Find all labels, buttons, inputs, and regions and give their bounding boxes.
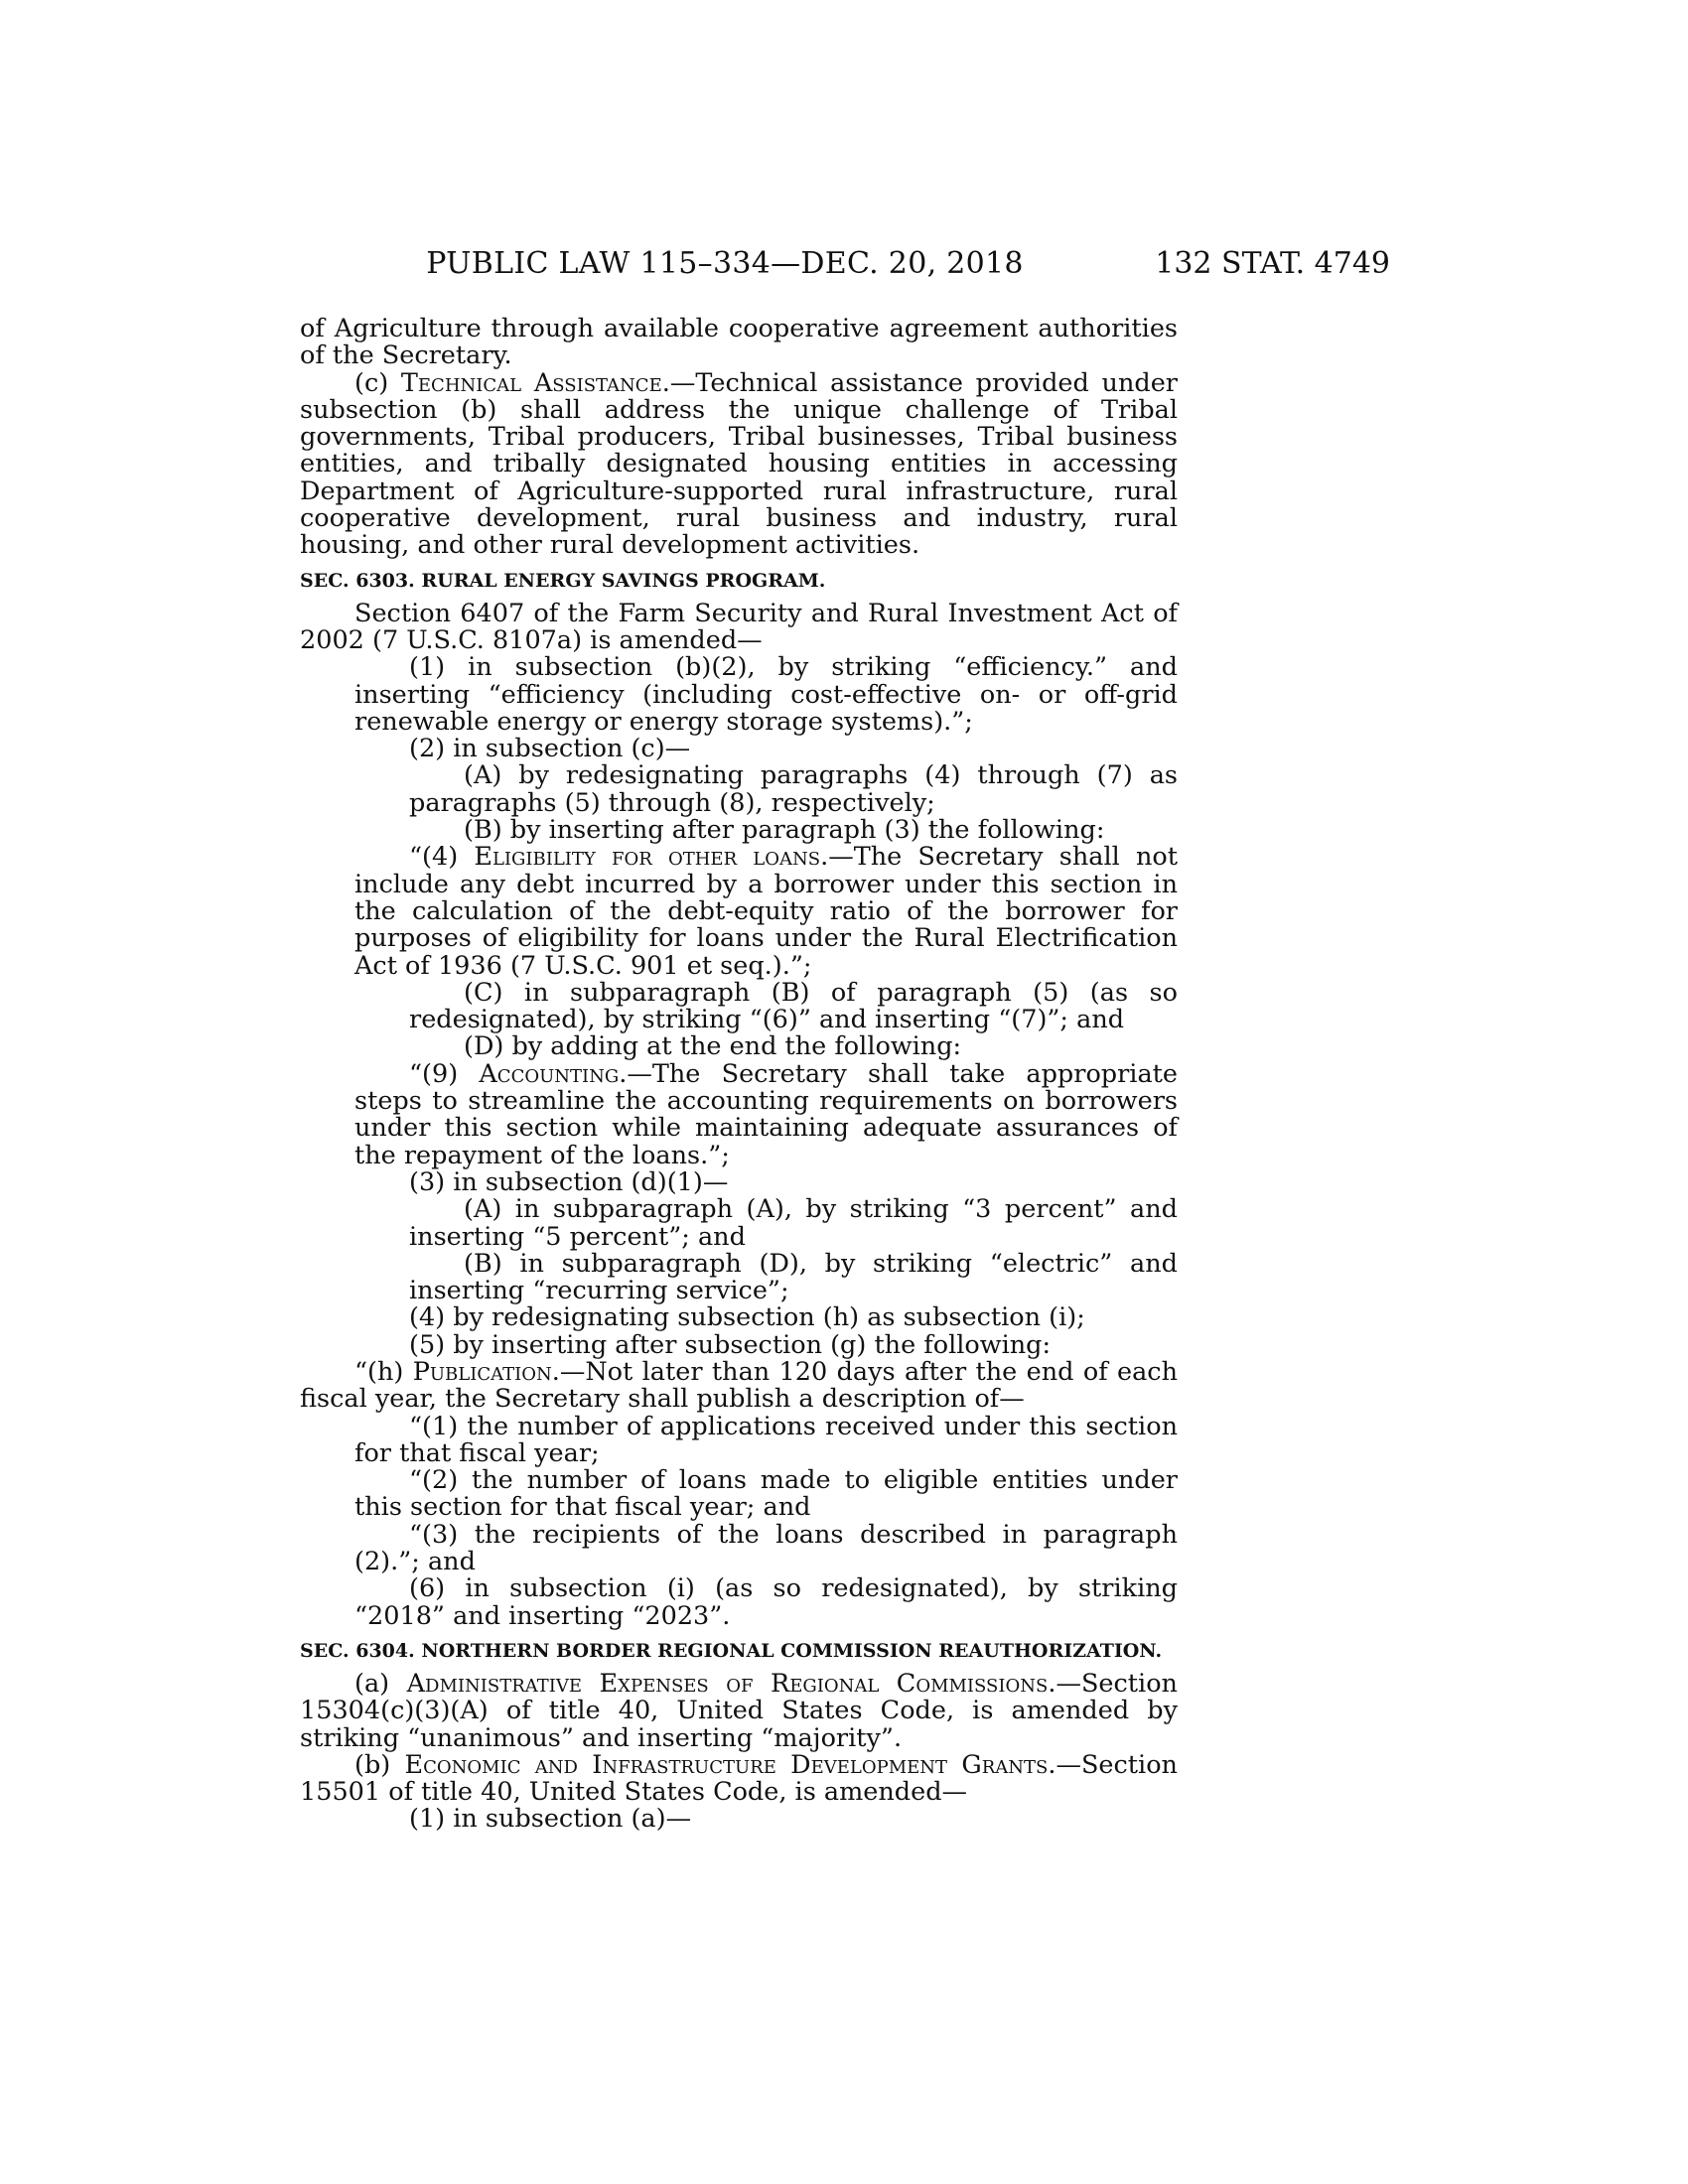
paragraph: of Agriculture through available cooperative agreement authorities of the Secretary. (300, 314, 1178, 371)
paragraph: (A) in subparagraph (A), by striking “3 percent” and inserting “5 percent”; and (409, 1194, 1178, 1252)
subsection-heading: Administrative Expenses of Regional Commissions (406, 1668, 1049, 1699)
subsection-heading: Economic and Infrastructure Development Grants (404, 1749, 1049, 1780)
section-heading: SEC. 6304. NORTHERN BORDER REGIONAL COMMISSION REAUTHORIZATION. (300, 1639, 1163, 1662)
text: .—Section 15501 of title 40, United States Code, is amended— (300, 1749, 1178, 1808)
paragraph: (C) in subparagraph (B) of paragraph (5) (as so redesignated), by striking “(6)” and inserting “(7)”; and (409, 977, 1178, 1035)
label: (b) (354, 1749, 405, 1780)
text: .—Section 15304(c)(3)(A) of title 40, United States Code, is amended by striking “unanimous” and inserting “majority”. (300, 1668, 1178, 1753)
header-title: PUBLIC LAW 115–334—DEC. 20, 2018 (426, 246, 1024, 281)
subsection-heading: Publication (412, 1356, 552, 1387)
paragraph: Section 6407 of the Farm Security and Rural Investment Act of 2002 (7 U.S.C. 8107a) is amended— (300, 598, 1178, 655)
text: .—Technical assistance provided under subsection (b) shall address the unique challenge of Tribal governments, Tribal producers, Tribal businesses, Tribal business entities, and tribally designated housing entities in accessing Department of Agriculture-supported rural infrastructure, rural cooperative development, rural business and industry, rural housing, and other rural development activities. (300, 367, 1178, 561)
paragraph: (1) in subsection (b)(2), by striking “efficiency.” and inserting “efficiency (including cost-effective on- or off-grid renewable energy or energy storage systems).”; (354, 652, 1178, 737)
paragraph: (6) in subsection (i) (as so redesignated), by striking “2018” and inserting “2023”. (354, 1573, 1178, 1631)
header-stat: 132 STAT. 4749 (1155, 246, 1390, 281)
paragraph: (1) in subsection (a)— (409, 1804, 692, 1835)
paragraph: (2) in subsection (c)— (409, 734, 691, 764)
paragraph (300, 1749, 1178, 1808)
paragraph: “(3) the recipients of the loans described in paragraph (2).”; and (354, 1519, 1178, 1577)
text: .—Not later than 120 days after the end of each fiscal year, the Secretary shall publish a description of— (300, 1356, 1178, 1415)
paragraph (300, 1668, 1178, 1753)
subsection-heading: Eligibility for other loans (474, 842, 821, 873)
document-body (300, 316, 1178, 1834)
paragraph (300, 844, 1178, 979)
section-heading: SEC. 6303. RURAL ENERGY SAVINGS PROGRAM. (300, 569, 826, 592)
paragraph: “(2) the number of loans made to eligible entities under this section for that fiscal year; and (354, 1465, 1178, 1523)
label: “(4) (409, 842, 475, 873)
paragraph (300, 1058, 1179, 1170)
paragraph: (D) by adding at the end the following: (464, 1031, 962, 1062)
paragraph (300, 367, 1178, 561)
paragraph: (A) by redesignating paragraphs (4) through (7) as paragraphs (5) through (8), respectively; (409, 760, 1178, 818)
paragraph: (B) in subparagraph (D), by striking “electric” and inserting “recurring service”; (409, 1248, 1178, 1306)
paragraph (300, 1356, 1178, 1415)
paragraph: (3) in subsection (d)(1)— (409, 1166, 729, 1197)
paragraph: (B) by inserting after paragraph (3) the following: (464, 815, 1105, 846)
paragraph: (4) by redesignating subsection (h) as subsection (i); (409, 1302, 1085, 1333)
label: “(9) (409, 1058, 480, 1089)
label: “(h) (354, 1356, 413, 1387)
subsection-heading: Technical Assistance (400, 367, 662, 398)
paragraph: (5) by inserting after subsection (g) the following: (409, 1329, 1052, 1360)
text: .—The Secretary shall take appropriate steps to streamline the accounting requirements on borrowers under this section while maintaining adequate assurances of the repayment of the loans.”; (354, 1058, 1179, 1170)
paragraph: “(1) the number of applications received under this section for that fiscal year; (354, 1411, 1178, 1468)
page-header (0, 246, 1688, 286)
subsection-heading: Accounting (479, 1058, 620, 1089)
label: (c) (354, 367, 401, 398)
text: .—The Secretary shall not include any debt incurred by a borrower under this section in the calculation of the debt-equity ratio of the borrower for purposes of eligibility for loans under the Rural Electrification Act of 1936 (7 U.S.C. 901 et seq.).”; (354, 842, 1178, 981)
label: (a) (354, 1668, 407, 1699)
